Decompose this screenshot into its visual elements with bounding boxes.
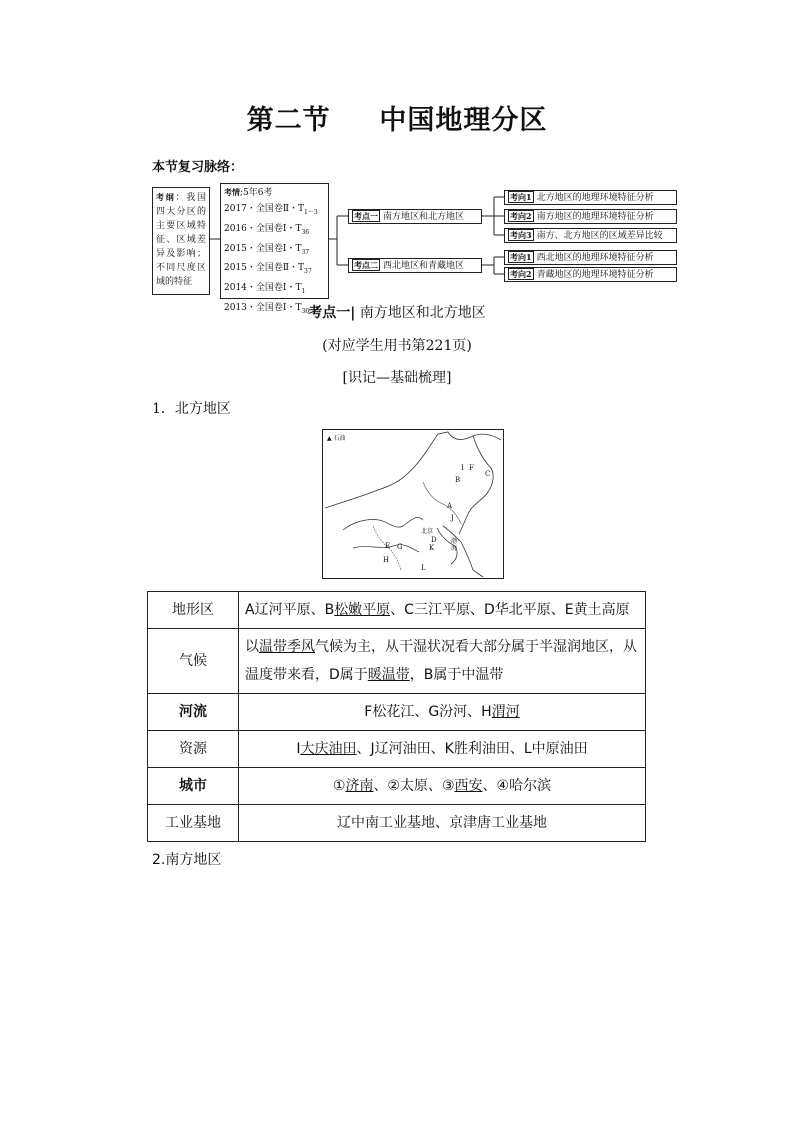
map-sea-label: 渤海: [451, 538, 458, 552]
kaoxiang-text: 南方地区的地理环境特征分析: [536, 212, 654, 222]
row-label: 工业基地: [148, 805, 239, 842]
kaoxiang-tag: 考向2: [510, 269, 532, 279]
kaoxiang-item: [504, 228, 677, 243]
kaoqing-item-text: 2016・全国卷Ⅰ・T: [224, 223, 302, 234]
kaodian1-tag: 考点一: [354, 211, 378, 221]
map-label-F: F: [469, 464, 474, 472]
kaoqing-item-text: 2014・全国卷Ⅰ・T: [224, 283, 302, 294]
kaoxiang-tag: 考向1: [510, 252, 532, 262]
kaoqing-item: [224, 280, 325, 300]
kaodian-heading-tag: 考点一: [308, 305, 351, 321]
map-label-I: I: [461, 464, 464, 472]
row-label: 河流: [148, 694, 239, 731]
map-label-C: C: [485, 470, 491, 478]
kaodian-heading-text: 南方地区和北方地区: [359, 305, 486, 321]
kaoqing-item-sub: 36: [301, 228, 310, 236]
map-label-G: G: [397, 543, 403, 551]
north-region-table: [147, 591, 646, 842]
kaoxiang-text: 青藏地区的地理环境特征分析: [536, 270, 654, 280]
row-value: F松花江、G汾河、H渭河: [239, 694, 646, 731]
kaodian-heading-bar: |: [350, 305, 356, 321]
kaoqing-item: [224, 260, 325, 280]
gangling-text: ：我国四大分区的主要区域特征、区域差异及影响；不同尺度区域的特征: [156, 193, 206, 287]
row-label: 气候: [148, 629, 239, 694]
row-value: 以温带季风气候为主，从干湿状况看大部分属于半湿润地区，从温度带来看，D属于暖温带，B属于中温带: [239, 629, 646, 694]
kaoxiang-tag: 考向2: [510, 211, 532, 221]
table-row: [148, 768, 646, 805]
gangling-box: [152, 187, 210, 295]
map-drawing: [323, 430, 503, 578]
map-label-H: H: [383, 556, 390, 564]
kaodian2-box: [348, 258, 482, 273]
map-legend: ▲ 石油: [327, 435, 346, 442]
kaoxiang-item: [504, 267, 677, 282]
map-label-L: L: [421, 564, 426, 572]
kaoxiang-item: [504, 190, 677, 205]
map-label-D: D: [431, 536, 437, 544]
row-value: 辽中南工业基地、京津唐工业基地: [239, 805, 646, 842]
kaoxiang-text: 南方、北方地区的区域差异比较: [536, 231, 663, 241]
row-value: ①济南、②太原、③西安、④哈尔滨: [239, 768, 646, 805]
kaoqing-box: [220, 183, 329, 315]
kaoxiang-tag: 考向3: [510, 230, 532, 240]
kaoqing-item-text: 2015・全国卷Ⅰ・T: [224, 243, 302, 254]
kaoxiang-item: [504, 250, 677, 265]
table-row: [148, 592, 646, 629]
kaodian-heading: [0, 302, 794, 322]
title-section: 第二节: [246, 105, 331, 136]
outline-diagram: [152, 183, 682, 315]
table-row: [148, 629, 646, 694]
kaoqing-item-sub: 1: [301, 287, 306, 295]
map-label-A: A: [447, 502, 453, 510]
kaoqing-item: [224, 221, 325, 241]
page-title: [0, 98, 794, 137]
south-heading: 2.南方地区: [152, 852, 222, 868]
kaodian2-text: 西北地区和青藏地区: [383, 261, 465, 271]
kaoqing-item-text: 2013・全国卷Ⅰ・T: [224, 302, 302, 313]
row-label: 资源: [148, 731, 239, 768]
row-value: A辽河平原、B松嫩平原、C三江平原、D华北平原、E黄土高原: [239, 592, 646, 629]
kaodian2-tag: 考点二: [354, 260, 378, 270]
gangling-tag: 考纲: [156, 192, 176, 202]
review-label: 本节复习脉络：: [152, 160, 244, 175]
title-main: 中国地理分区: [379, 105, 548, 136]
row-label: 城市: [148, 768, 239, 805]
basis-heading: [识记—基础梳理]: [342, 370, 452, 386]
table-row: [148, 694, 646, 731]
row-label: 地形区: [148, 592, 239, 629]
row-value: I大庆油田、J辽河油田、K胜利油田、L中原油田: [239, 731, 646, 768]
kaoqing-item-text: 2015・全国卷Ⅱ・T: [224, 263, 305, 274]
map-label-E: E: [385, 542, 391, 550]
north-china-map: [322, 429, 504, 579]
ref-page: (对应学生用书第221页): [322, 338, 472, 354]
kaoqing-head: 考情;5年6考: [224, 187, 273, 198]
kaoqing-item: [224, 201, 325, 221]
kaoqing-count: 5年6考: [243, 188, 273, 198]
map-city-beijing: 北京: [421, 528, 434, 535]
kaoqing-item-sub: 37: [301, 248, 310, 256]
kaoxiang-text: 西北地区的地理环境特征分析: [536, 253, 654, 263]
kaoxiang-tag: 考向1: [510, 192, 532, 202]
kaodian1-box: [348, 209, 482, 224]
map-label-K: K: [429, 544, 435, 552]
kaoqing-item-sub: 1～3: [304, 208, 318, 216]
kaoqing-item: [224, 241, 325, 261]
north-heading: 1．北方地区: [152, 401, 231, 417]
kaoqing-tag: 考情: [224, 187, 240, 197]
kaodian1-text: 南方地区和北方地区: [383, 212, 465, 222]
kaoqing-item-sub: 37: [304, 268, 312, 276]
kaoqing-item-text: 2017・全国卷Ⅱ・T: [224, 204, 305, 214]
map-label-B: B: [455, 476, 461, 484]
table-row: [148, 805, 646, 842]
kaoxiang-item: [504, 209, 677, 224]
table-row: [148, 731, 646, 768]
map-label-J: J: [451, 514, 454, 522]
kaoqing-item-sub: 36: [301, 307, 310, 315]
kaoxiang-text: 北方地区的地理环境特征分析: [536, 193, 654, 203]
